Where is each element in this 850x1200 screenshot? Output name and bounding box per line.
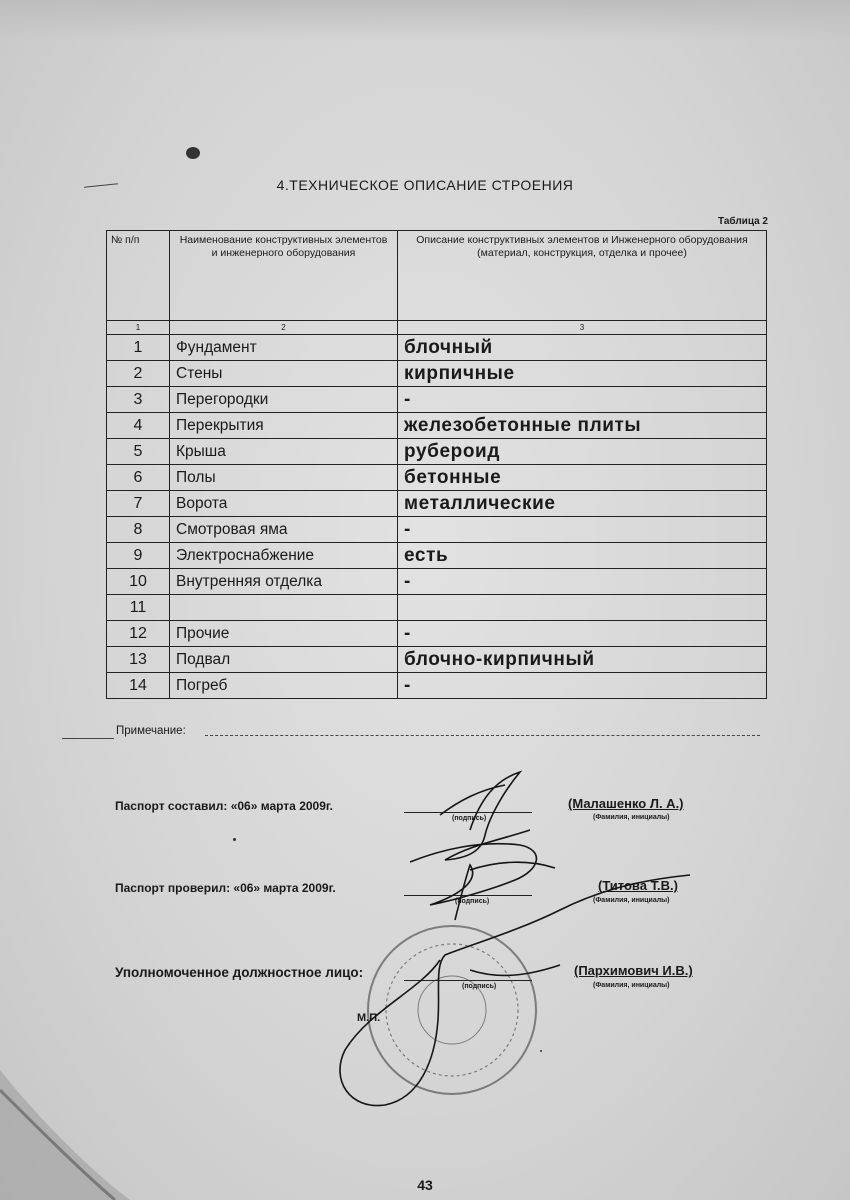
handwritten-signature-2 xyxy=(410,844,555,920)
element-description: блочно-кирпичный xyxy=(398,647,767,673)
row-number: 9 xyxy=(107,543,170,569)
element-description: железобетонные плиты xyxy=(398,413,767,439)
row-number: 4 xyxy=(107,413,170,439)
stamp-place-label: М.П. xyxy=(357,1012,381,1024)
handwritten-signature-1 xyxy=(440,772,530,860)
authorized-sign-hint: (подпись) xyxy=(462,983,497,990)
element-name: Перекрытия xyxy=(170,413,398,439)
header-element-name: Наименование конструктивных элементов и инженерного оборудования xyxy=(170,231,398,321)
compiled-sign-hint: (подпись) xyxy=(452,815,487,822)
row-number: 12 xyxy=(107,621,170,647)
checked-sign-hint: (подпись) xyxy=(455,898,490,905)
element-description: - xyxy=(398,569,767,595)
element-description: - xyxy=(398,387,767,413)
row-number: 11 xyxy=(107,595,170,621)
header-description: Описание конструктивных элементов и Инженерного оборудования (материал, конструкция, отделка и прочее) xyxy=(398,231,767,321)
element-name: Подвал xyxy=(170,647,398,673)
checked-name: (Титова Т.В.) xyxy=(598,878,678,893)
element-name: Полы xyxy=(170,465,398,491)
authorized-person-label: Уполномоченное должностное лицо: xyxy=(115,965,364,980)
row-number: 3 xyxy=(107,387,170,413)
element-name: Смотровая яма xyxy=(170,517,398,543)
header-number: № п/п xyxy=(107,231,170,321)
element-name: Крыша xyxy=(170,439,398,465)
compiled-by-label: Паспорт составил: «06» марта 2009г. xyxy=(115,799,334,813)
element-name: Перегородки xyxy=(170,387,398,413)
column-number: 3 xyxy=(398,321,767,335)
element-name: Стены xyxy=(170,361,398,387)
column-number: 2 xyxy=(170,321,398,335)
row-number: 7 xyxy=(107,491,170,517)
authorized-name: (Пархимович И.В.) xyxy=(574,963,693,978)
compiled-name: (Малашенко Л. А.) xyxy=(568,796,684,811)
row-number: 2 xyxy=(107,361,170,387)
row-number: 14 xyxy=(107,673,170,699)
note-label: Примечание: xyxy=(116,725,186,737)
page-number: 43 xyxy=(417,1177,433,1193)
element-name: Прочие xyxy=(170,621,398,647)
row-number: 8 xyxy=(107,517,170,543)
checked-by-label: Паспорт проверил: «06» марта 2009г. xyxy=(115,881,336,895)
compiled-name-hint: (Фамилия, инициалы) xyxy=(593,814,670,821)
element-description: рубероид xyxy=(398,439,767,465)
column-number: 1 xyxy=(107,321,170,335)
element-description: - xyxy=(398,517,767,543)
element-description: - xyxy=(398,673,767,699)
section-title: 4.ТЕХНИЧЕСКОЕ ОПИСАНИЕ СТРОЕНИЯ xyxy=(276,177,574,193)
element-name: Внутренняя отделка xyxy=(170,569,398,595)
row-number: 5 xyxy=(107,439,170,465)
element-name: Ворота xyxy=(170,491,398,517)
element-description: кирпичные xyxy=(398,361,767,387)
element-description: - xyxy=(398,621,767,647)
element-description: есть xyxy=(398,543,767,569)
row-number: 10 xyxy=(107,569,170,595)
row-number: 6 xyxy=(107,465,170,491)
handwritten-signature-3 xyxy=(340,875,690,1106)
checked-name-hint: (Фамилия, инициалы) xyxy=(593,897,670,904)
element-name: Фундамент xyxy=(170,335,398,361)
element-name: Электроснабжение xyxy=(170,543,398,569)
element-description: бетонные xyxy=(398,465,767,491)
row-number: 13 xyxy=(107,647,170,673)
element-name: Погреб xyxy=(170,673,398,699)
element-description: блочный xyxy=(398,335,767,361)
table-label: Таблица 2 xyxy=(717,216,768,227)
element-description: металлические xyxy=(398,491,767,517)
authorized-name-hint: (Фамилия, инициалы) xyxy=(593,982,670,989)
round-seal-icon xyxy=(368,926,536,1094)
row-number: 1 xyxy=(107,335,170,361)
